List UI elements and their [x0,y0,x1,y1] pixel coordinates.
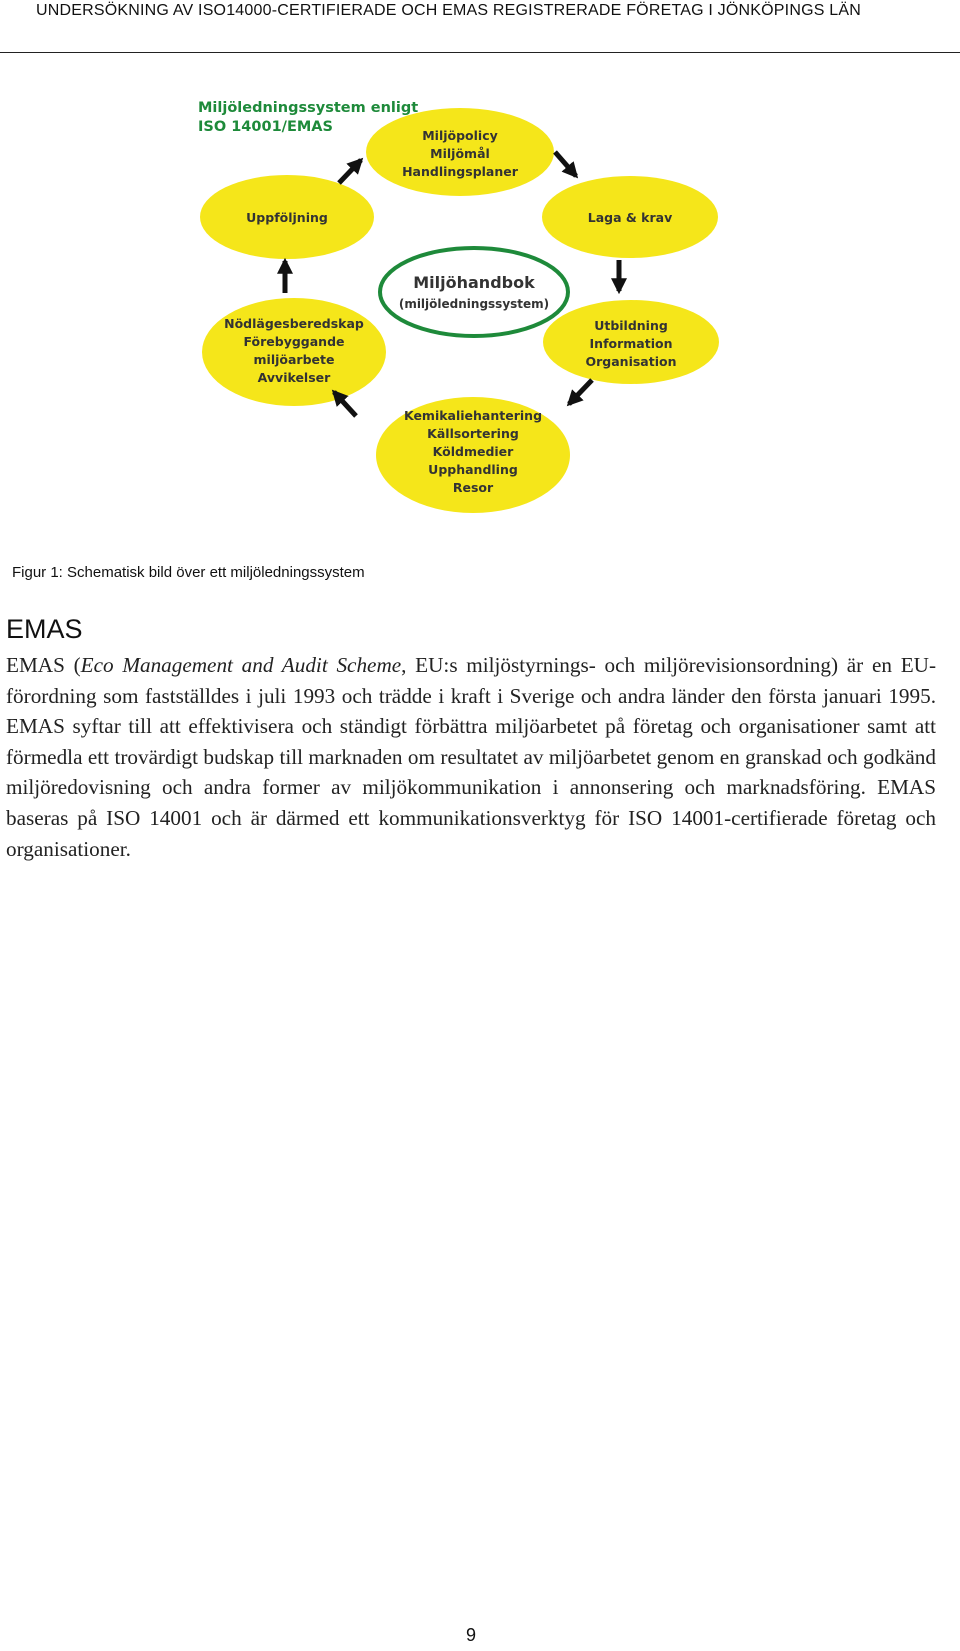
node-training-line2: Information [589,336,673,351]
center-handbook-line2: (miljöledningssystem) [398,297,550,311]
node-policy-line2: Miljömål [430,146,490,161]
center-handbook [380,248,568,336]
node-policy [366,108,554,196]
header-title: UNDERSÖKNING AV ISO14000-CERTIFIERADE OCH EMAS REGISTRERADE FÖRETAG I JÖNKÖPINGS LÄN [36,2,861,19]
figure-caption: Figur 1: Schematisk bild över ett miljöledningssystem [12,564,365,581]
diagram-title-line2: ISO 14001/EMAS [198,119,333,135]
arrow-followup-to-policy-icon [339,160,361,183]
node-chemicals-line3: Köldmedier [432,444,514,459]
node-chemicals-line1: Kemikaliehantering [403,408,543,423]
diagram-title-line1: Miljöledningssystem enligt [198,100,419,116]
node-policy-line1: Miljöpolicy [422,128,498,143]
node-emergency [202,298,386,406]
environmental-management-diagram [190,86,780,516]
node-laws [542,176,718,258]
node-chemicals [376,397,570,513]
node-training [543,300,719,384]
arrow-training-to-chemicals-icon [569,380,592,404]
node-chemicals-line2: Källsortering [427,426,519,441]
node-chemicals-line4: Upphandling [428,462,518,477]
section-body [6,650,936,864]
node-emergency-line2: Förebyggande [243,334,345,349]
page-number: 9 [466,1625,477,1645]
body-start: EMAS ( [6,653,81,677]
page-header [0,0,960,53]
node-followup [200,175,374,259]
node-training-line1: Utbildning [594,318,668,333]
node-followup-line1: Uppföljning [246,210,328,225]
node-emergency-line4: Avvikelser [257,370,331,385]
center-handbook-line1: Miljöhandbok [413,273,535,292]
node-policy-line3: Handlingsplaner [402,164,518,179]
section-title: EMAS [6,614,83,644]
arrow-policy-to-laws-icon [555,152,576,176]
node-emergency-line3: miljöarbete [253,352,335,367]
node-emergency-line1: Nödlägesberedskap [224,316,364,331]
node-training-line3: Organisation [585,354,677,369]
body-rest: , EU:s miljöstyrnings- och miljörevisionsordning) är en EU-förordning som fastställdes i juli 1993 och trädde i kraft i Sverige och andra länder den första januari 1995. EMAS syftar till att effektivisera och ständigt förbättra miljöarbetet på företag och organisationer samt att förmedla ett trovärdigt budskap till marknaden om resultatet av miljöarbetet genom en granskad och godkänd miljöredovisning och andra former av miljökommunikation i annonsering och marknadsföring. EMAS baseras på ISO 14001 och är därmed ett kommunikationsverktyg för ISO 14001-certifierade företag och organisationer. [6,653,936,861]
node-laws-line1: Laga & krav [587,210,673,225]
body-italic-term: Eco Management and Audit Scheme [80,653,402,677]
node-chemicals-line5: Resor [452,480,494,495]
